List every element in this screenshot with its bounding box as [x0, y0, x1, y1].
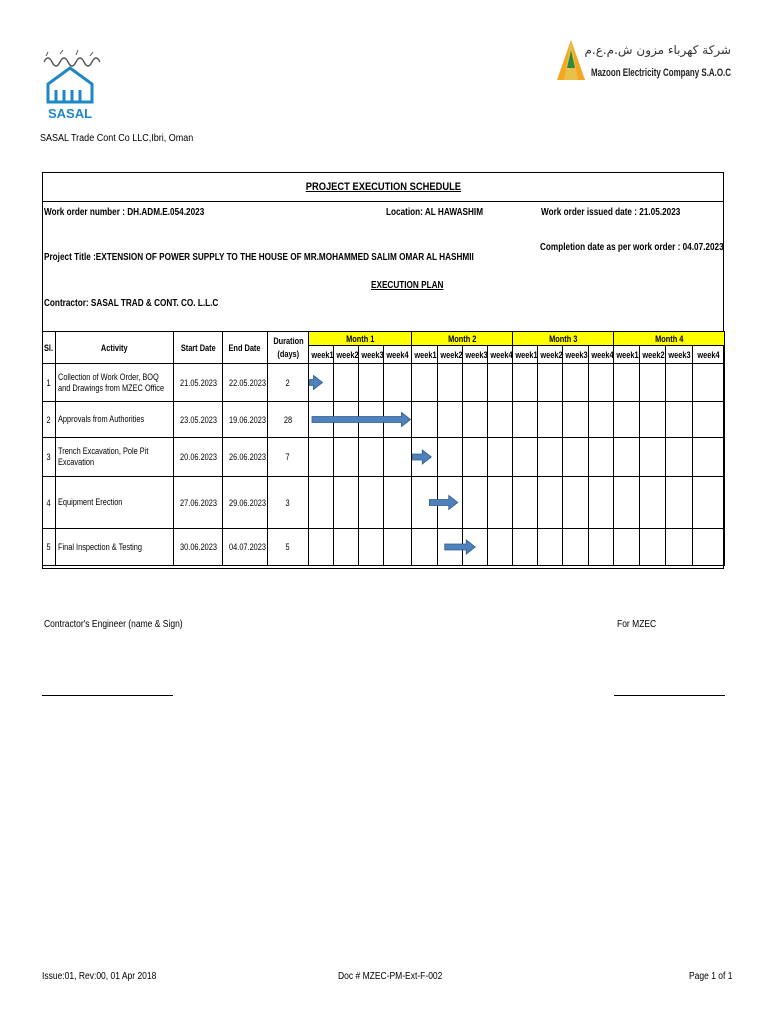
- week-header: week1: [614, 346, 640, 364]
- week-cell: [693, 364, 725, 402]
- week-cell: [309, 402, 334, 438]
- header-row-months: [43, 332, 725, 346]
- week-cell: [513, 438, 538, 477]
- week-header: week3: [563, 346, 589, 364]
- cell-sl: 3: [43, 438, 56, 477]
- week-cell: [563, 529, 589, 566]
- col-duration: Duration (days): [268, 332, 309, 364]
- sasal-logo: [40, 48, 110, 128]
- week-cell: [614, 364, 640, 402]
- week-cell: [438, 402, 463, 438]
- week-cell: [384, 529, 412, 566]
- week-cell: [538, 477, 563, 529]
- week-cell: [563, 477, 589, 529]
- week-cell: [589, 402, 614, 438]
- table-row: [43, 364, 725, 402]
- week-cell: [309, 477, 334, 529]
- schedule-table: [42, 331, 725, 566]
- col-start-date: Start Date: [174, 332, 223, 364]
- week-cell: [309, 364, 334, 402]
- week-cell: [513, 529, 538, 566]
- week-cell: [412, 402, 438, 438]
- week-cell: [640, 529, 666, 566]
- cell-start-date: 21.05.2023: [174, 364, 223, 402]
- week-cell: [384, 477, 412, 529]
- cell-end-date: 26.06.2023: [223, 438, 268, 477]
- week-cell: [666, 364, 693, 402]
- cell-activity: [56, 477, 174, 529]
- week-cell: [438, 438, 463, 477]
- week-cell: [640, 364, 666, 402]
- page-title: PROJECT EXECUTION SCHEDULE: [305, 180, 461, 193]
- work-order-number: Work order number : DH.ADM.E.054.2023: [44, 207, 205, 218]
- week-cell: [463, 529, 488, 566]
- contractor-engineer-label: Contractor's Engineer (name & Sign): [44, 619, 183, 630]
- activity-line: and Drawings from MZEC Office: [58, 382, 165, 393]
- week-cell: [538, 438, 563, 477]
- week-cell: [513, 364, 538, 402]
- cell-start-date: 30.06.2023: [174, 529, 223, 566]
- week-cell: [666, 529, 693, 566]
- week-cell: [666, 438, 693, 477]
- cell-duration: 2: [268, 364, 309, 402]
- week-cell: [412, 364, 438, 402]
- contractor: Contractor: SASAL TRAD & CONT. CO. L.L.C: [44, 298, 219, 309]
- week-cell: [640, 438, 666, 477]
- week-cell: [640, 477, 666, 529]
- location: Location: AL HAWASHIM: [386, 207, 484, 218]
- cell-duration: 7: [268, 438, 309, 477]
- week-cell: [384, 438, 412, 477]
- week-header: week4: [488, 346, 513, 364]
- week-cell: [589, 438, 614, 477]
- issue-revision: Issue:01, Rev:00, 01 Apr 2018: [42, 971, 157, 982]
- month-header: Month 3: [513, 332, 614, 346]
- cell-activity: [56, 438, 174, 477]
- company-subtitle: SASAL Trade Cont Co LLC,Ibri, Oman: [40, 133, 194, 144]
- col-end-date: End Date: [223, 332, 268, 364]
- week-cell: [693, 438, 725, 477]
- month-header: Month 1: [309, 332, 412, 346]
- week-cell: [614, 438, 640, 477]
- cell-end-date: 29.06.2023: [223, 477, 268, 529]
- page-number: Page 1 of 1: [689, 971, 733, 982]
- activity-line: Excavation: [58, 457, 95, 467]
- contractor-signature-line: [42, 695, 173, 696]
- week-header: week1: [412, 346, 438, 364]
- week-cell: [463, 438, 488, 477]
- cell-sl: 4: [43, 477, 56, 529]
- week-header: week4: [693, 346, 725, 364]
- week-cell: [438, 477, 463, 529]
- week-cell: [640, 402, 666, 438]
- cell-sl: 5: [43, 529, 56, 566]
- week-cell: [666, 402, 693, 438]
- week-cell: [359, 364, 384, 402]
- week-cell: [563, 364, 589, 402]
- week-header: week1: [309, 346, 334, 364]
- week-cell: [666, 477, 693, 529]
- activity-line: Trench Excavation, Pole Pit: [58, 446, 149, 456]
- week-cell: [438, 364, 463, 402]
- week-cell: [463, 364, 488, 402]
- week-cell: [334, 364, 359, 402]
- activity-line: Equipment Erection: [58, 497, 123, 507]
- week-cell: [359, 529, 384, 566]
- week-cell: [693, 402, 725, 438]
- col-sl: Sl.: [43, 332, 56, 364]
- mzec-logo-english: Mazoon Electricity Company S.A.O.C: [591, 67, 732, 79]
- week-cell: [359, 402, 384, 438]
- week-cell: [538, 364, 563, 402]
- cell-duration: 28: [268, 402, 309, 438]
- work-order-issued-date: Work order issued date : 21.05.2023: [541, 207, 681, 218]
- mzec-logo-arabic: شركة كهرباء مزون ش.م.ع.م: [584, 43, 731, 57]
- cell-end-date: 19.06.2023: [223, 402, 268, 438]
- week-cell: [438, 529, 463, 566]
- cell-end-date: 22.05.2023: [223, 364, 268, 402]
- week-cell: [693, 477, 725, 529]
- week-header: week3: [359, 346, 384, 364]
- table-row: [43, 402, 725, 438]
- week-cell: [359, 438, 384, 477]
- week-cell: [412, 477, 438, 529]
- week-cell: [538, 402, 563, 438]
- week-header: week3: [666, 346, 693, 364]
- week-cell: [463, 477, 488, 529]
- cell-activity: [56, 364, 174, 402]
- week-cell: [614, 402, 640, 438]
- cell-end-date: 04.07.2023: [223, 529, 268, 566]
- week-cell: [309, 529, 334, 566]
- week-cell: [614, 477, 640, 529]
- table-row: [43, 438, 725, 477]
- week-cell: [488, 402, 513, 438]
- week-cell: [538, 529, 563, 566]
- week-cell: [563, 438, 589, 477]
- week-cell: [384, 364, 412, 402]
- cell-start-date: 27.06.2023: [174, 477, 223, 529]
- cell-activity: [56, 529, 174, 566]
- week-cell: [412, 529, 438, 566]
- week-header: week4: [589, 346, 614, 364]
- cell-activity: [56, 402, 174, 438]
- execution-plan-heading: EXECUTION PLAN: [371, 280, 444, 291]
- for-mzec-label: For MZEC: [617, 619, 657, 630]
- month-header: Month 4: [614, 332, 725, 346]
- week-cell: [589, 364, 614, 402]
- week-cell: [488, 477, 513, 529]
- week-cell: [384, 402, 412, 438]
- cell-start-date: 23.05.2023: [174, 402, 223, 438]
- cell-sl: 2: [43, 402, 56, 438]
- week-cell: [488, 529, 513, 566]
- week-cell: [334, 438, 359, 477]
- week-cell: [488, 364, 513, 402]
- table-row: [43, 477, 725, 529]
- week-header: week4: [384, 346, 412, 364]
- week-cell: [334, 529, 359, 566]
- week-cell: [334, 402, 359, 438]
- week-cell: [488, 438, 513, 477]
- week-header: week1: [513, 346, 538, 364]
- week-header: week2: [640, 346, 666, 364]
- activity-line: Approvals from Authorities: [58, 414, 145, 424]
- completion-date: Completion date as per work order : 04.07.2023: [540, 242, 724, 253]
- sasal-logo-text: SASAL: [47, 106, 93, 121]
- week-cell: [614, 529, 640, 566]
- week-cell: [589, 477, 614, 529]
- mzec-logo: [555, 38, 735, 84]
- week-cell: [563, 402, 589, 438]
- col-activity: Activity: [56, 332, 174, 364]
- doc-number: Doc # MZEC-PM-Ext-F-002: [338, 971, 443, 982]
- week-header: week2: [438, 346, 463, 364]
- table-row: [43, 529, 725, 566]
- week-header: week2: [334, 346, 359, 364]
- mzec-signature-line: [614, 695, 725, 696]
- week-cell: [693, 529, 725, 566]
- week-cell: [359, 477, 384, 529]
- cell-duration: 3: [268, 477, 309, 529]
- week-cell: [309, 438, 334, 477]
- title-row: [42, 172, 724, 202]
- month-header: Month 2: [412, 332, 513, 346]
- week-cell: [412, 438, 438, 477]
- week-header: week3: [463, 346, 488, 364]
- week-cell: [463, 402, 488, 438]
- week-header: week2: [538, 346, 563, 364]
- week-cell: [589, 529, 614, 566]
- week-cell: [513, 402, 538, 438]
- week-cell: [513, 477, 538, 529]
- cell-start-date: 20.06.2023: [174, 438, 223, 477]
- activity-line: Collection of Work Order, BOQ: [58, 371, 159, 382]
- cell-duration: 5: [268, 529, 309, 566]
- activity-line: Final Inspection & Testing: [58, 541, 142, 552]
- cell-sl: 1: [43, 364, 56, 402]
- project-title: Project Title :EXTENSION OF POWER SUPPLY TO THE HOUSE OF MR.MOHAMMED SALIM OMAR AL HASHMII: [44, 252, 474, 263]
- week-cell: [334, 477, 359, 529]
